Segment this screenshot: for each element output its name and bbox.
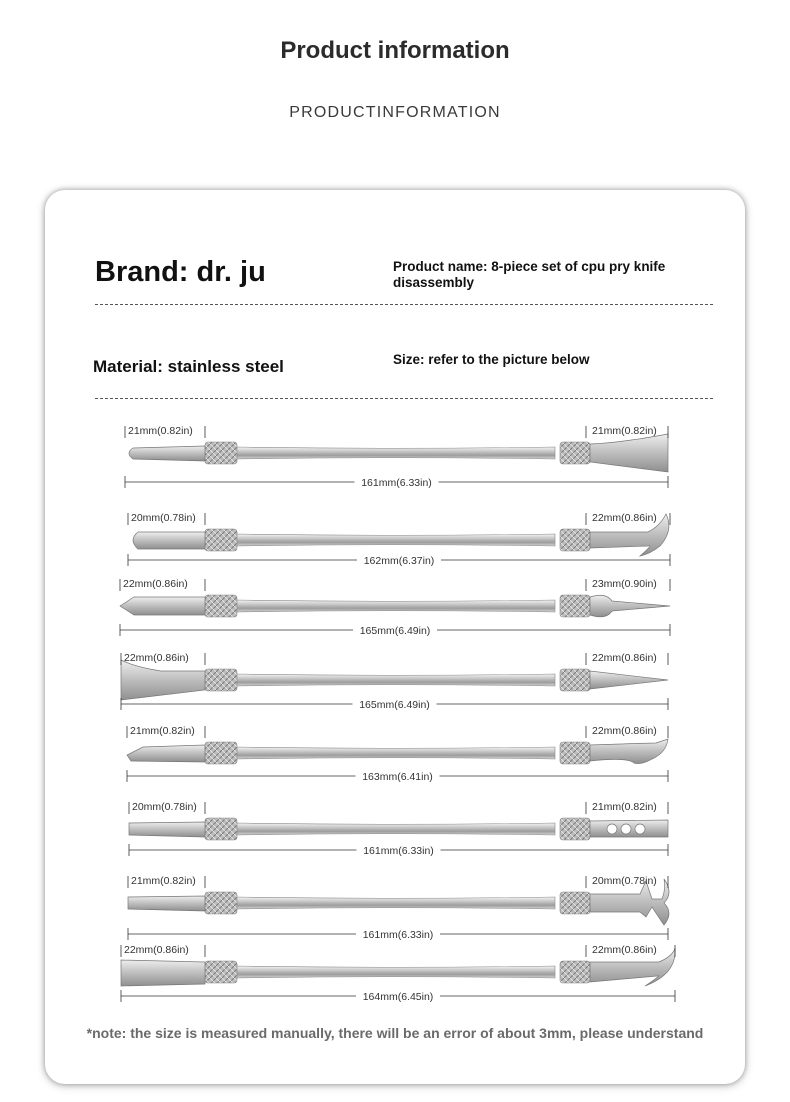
- tool-length: 165mm(6.49in): [359, 699, 430, 711]
- knurled-grip-left: [205, 818, 237, 840]
- product-name-label: Product name: 8-piece set of cpu pry knife disassembly: [393, 259, 666, 290]
- size-label: Size: refer to the picture below: [393, 352, 590, 367]
- right-tip-dimension: 21mm(0.82in): [592, 425, 657, 437]
- tool-left-tip: [120, 597, 205, 615]
- knurled-grip-right: [560, 529, 590, 551]
- knurled-grip-right: [560, 669, 590, 691]
- left-tip-dimension: 21mm(0.82in): [131, 875, 196, 887]
- right-tip-dimension: 22mm(0.86in): [592, 944, 657, 956]
- tool-length: 163mm(6.41in): [362, 771, 433, 783]
- left-tip-dimension: 21mm(0.82in): [128, 425, 193, 437]
- knurled-grip-right: [560, 818, 590, 840]
- left-tip-dimension: 20mm(0.78in): [132, 801, 197, 813]
- knurled-grip-right: [560, 961, 590, 983]
- tool-shaft: [235, 534, 555, 546]
- tool-right-tip: [590, 671, 668, 689]
- tool-left-tip: [121, 960, 205, 986]
- tool-4: [121, 652, 668, 711]
- tool-left-tip: [128, 896, 205, 911]
- tool-3: [120, 578, 670, 637]
- knurled-grip-left: [205, 742, 237, 764]
- right-tip-dimension: 21mm(0.82in): [592, 801, 657, 813]
- knurled-grip-right: [560, 595, 590, 617]
- knurled-grip-left: [205, 669, 237, 691]
- page-title: Product information: [280, 37, 510, 64]
- tool-shaft: [235, 966, 555, 978]
- tool-shaft: [235, 600, 555, 612]
- measurement-note: *note: the size is measured manually, there will be an error of about 3mm, please understand: [86, 1025, 704, 1041]
- tool-1: [125, 425, 668, 489]
- tool-right-tip: [590, 739, 668, 764]
- tool-shaft: [235, 447, 555, 459]
- tool-6: [129, 801, 668, 857]
- right-tip-dimension: 22mm(0.86in): [592, 512, 657, 524]
- right-tip-dimension: 22mm(0.86in): [592, 652, 657, 664]
- knurled-grip-left: [205, 595, 237, 617]
- tool-length: 162mm(6.37in): [363, 555, 435, 567]
- tool-right-tip: [590, 595, 670, 617]
- knurled-grip-right: [560, 442, 590, 464]
- tool-shaft: [235, 747, 555, 759]
- knurled-grip-right: [560, 892, 590, 914]
- left-tip-dimension: 20mm(0.78in): [131, 512, 196, 524]
- tool-left-tip: [129, 446, 205, 461]
- tool-2: [128, 512, 670, 567]
- knurled-grip-left: [205, 961, 237, 983]
- knurled-grip-left: [205, 529, 237, 551]
- knurled-grip-left: [205, 442, 237, 464]
- tool-left-tip: [133, 532, 205, 549]
- right-tip-dimension: 23mm(0.90in): [592, 578, 657, 590]
- tip-hole: [607, 824, 617, 834]
- tool-length: 161mm(6.33in): [362, 929, 434, 941]
- tool-shaft: [235, 823, 555, 835]
- tool-shaft: [235, 674, 555, 686]
- right-tip-dimension: 20mm(0.78in): [592, 875, 657, 887]
- page-subtitle: PRODUCTINFORMATION: [289, 104, 501, 121]
- tool-length: 164mm(6.45in): [362, 991, 434, 1003]
- knurled-grip-right: [560, 742, 590, 764]
- tool-left-tip: [127, 745, 205, 762]
- left-tip-dimension: 22mm(0.86in): [124, 944, 189, 956]
- tool-left-tip: [129, 822, 205, 837]
- tip-hole: [635, 824, 645, 834]
- tool-5: [127, 725, 668, 783]
- left-tip-dimension: 21mm(0.82in): [130, 725, 195, 737]
- right-tip-dimension: 22mm(0.86in): [592, 725, 657, 737]
- left-tip-dimension: 22mm(0.86in): [124, 652, 189, 664]
- tool-8: [121, 944, 675, 1003]
- material-label: Material: stainless steel: [93, 357, 284, 376]
- tool-length: 161mm(6.33in): [361, 477, 432, 489]
- tool-length: 161mm(6.33in): [363, 845, 434, 857]
- tool-right-tip: [590, 434, 668, 472]
- brand-label: Brand: dr. ju: [95, 256, 266, 288]
- knurled-grip-left: [205, 892, 237, 914]
- tool-7: [128, 875, 669, 941]
- tool-shaft: [235, 897, 555, 909]
- tip-hole: [621, 824, 631, 834]
- left-tip-dimension: 22mm(0.86in): [123, 578, 188, 590]
- tool-left-tip: [121, 660, 205, 700]
- tool-length: 165mm(6.49in): [359, 625, 431, 637]
